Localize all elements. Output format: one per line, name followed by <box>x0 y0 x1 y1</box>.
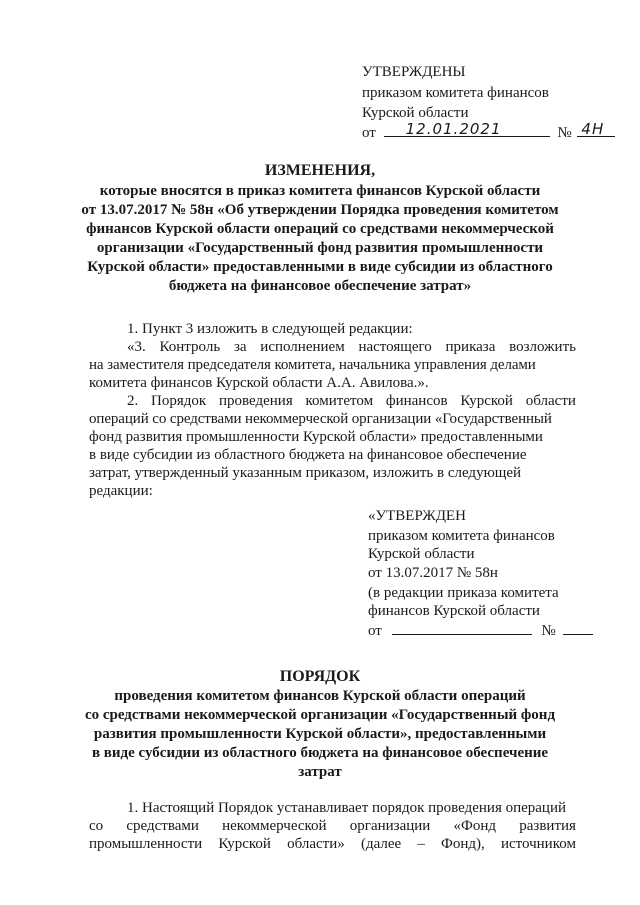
word: исполнением <box>260 339 345 355</box>
word: некоммерческой <box>222 818 327 834</box>
p1-line-4: комитета финансов Курской области А.А. Авилова.». <box>89 375 429 391</box>
order-text-line-3 <box>89 835 576 853</box>
word: Порядок <box>151 393 207 409</box>
changes-line-2: от 13.07.2017 № 58н «Об утверждении Порядка проведения комитетом <box>81 202 559 218</box>
inner-approval-line-5: финансов Курской области <box>368 603 540 619</box>
p2-line-1 <box>127 392 576 410</box>
from-label: от <box>362 125 376 141</box>
changes-line-5: Курской области» предоставленными в виде субсидии из областного <box>87 259 553 275</box>
word: (далее <box>360 836 402 852</box>
inner-date-field <box>392 620 532 635</box>
word: «Фонд <box>453 818 497 834</box>
changes-line-4: организации «Государственный фонд развития промышленности <box>96 240 544 256</box>
handwritten-number: 4Н <box>581 120 605 138</box>
inner-from-label: от <box>368 623 382 639</box>
number-label: № <box>557 125 572 141</box>
word: проведения <box>219 393 293 409</box>
word: Курской <box>218 836 271 852</box>
order-line-4: в виде субсидии из областного бюджета на финансовое обеспечение <box>91 745 549 761</box>
number-field <box>577 122 615 137</box>
word: – <box>417 836 425 852</box>
inner-approval-line-3: от 13.07.2017 № 58н <box>368 565 498 581</box>
word: 2. <box>127 393 139 409</box>
order-title: ПОРЯДОК <box>279 668 361 685</box>
inner-number-label: № <box>541 623 556 639</box>
changes-title: ИЗМЕНЕНИЯ, <box>264 162 376 179</box>
word: источником <box>500 836 576 852</box>
word: приказа <box>445 339 496 355</box>
p1-line-1: 1. Пункт 3 изложить в следующей редакции: <box>127 321 413 337</box>
word: Фонд), <box>441 836 485 852</box>
inner-approval-date-row <box>368 620 593 640</box>
p2-line-2: операций со средствами некоммерческой организации «Государственный <box>89 411 552 427</box>
inner-number-field <box>563 620 593 635</box>
p2-line-4: в виде субсидии из областного бюджета на финансовое обеспечение <box>89 447 527 463</box>
p2-line-3: фонд развития промышленности Курской области» предоставленными <box>89 429 543 445</box>
handwritten-date: 12.01.2021 <box>405 120 502 138</box>
word: финансов <box>385 393 448 409</box>
word: Курской <box>460 393 513 409</box>
word: Контроль <box>159 339 221 355</box>
approval-title: УТВЕРЖДЕНЫ <box>362 64 466 80</box>
p1-line-3: на заместителя председателя комитета, начальника управления делами <box>89 357 536 373</box>
order-text-line-1: 1. Настоящий Порядок устанавливает порядок проведения операций <box>127 800 567 816</box>
word: за <box>233 339 247 355</box>
inner-approval-line-4: (в редакции приказа комитета <box>368 585 559 601</box>
approval-date-row <box>362 122 615 142</box>
changes-line-3: финансов Курской области операций со средствами некоммерческой <box>86 221 554 237</box>
order-line-5: затрат <box>298 764 342 780</box>
word: возложить <box>509 339 576 355</box>
approval-line-2: Курской области <box>362 105 469 121</box>
p1-line-2 <box>127 338 576 356</box>
order-text-line-2 <box>89 817 576 835</box>
word: организации <box>349 818 431 834</box>
inner-approval-line-1: приказом комитета финансов <box>368 528 555 544</box>
changes-line-1: которые вносятся в приказ комитета финансов Курской области <box>99 183 541 199</box>
order-line-3: развития промышленности Курской области», предоставленными <box>93 726 547 742</box>
inner-approval-title: «УТВЕРЖДЕН <box>368 508 466 524</box>
word: «3. <box>127 339 146 355</box>
word: со <box>89 818 104 834</box>
date-field <box>384 122 550 137</box>
word: области <box>525 393 576 409</box>
inner-approval-line-2: Курской области <box>368 546 475 562</box>
order-line-2: со средствами некоммерческой организации «Государственный фонд <box>84 707 556 723</box>
word: промышленности <box>89 836 203 852</box>
word: настоящего <box>358 339 432 355</box>
word: комитетом <box>305 393 374 409</box>
changes-line-6: бюджета на финансовое обеспечение затрат» <box>168 278 472 294</box>
word: средствами <box>126 818 199 834</box>
p2-line-6: редакции: <box>89 483 153 499</box>
word: развития <box>519 818 576 834</box>
p2-line-5: затрат, утвержденный указанным приказом, изложить в следующей <box>89 465 522 481</box>
order-line-1: проведения комитетом финансов Курской области операций <box>114 688 526 704</box>
approval-line-1: приказом комитета финансов <box>362 85 549 101</box>
word: области» <box>287 836 345 852</box>
